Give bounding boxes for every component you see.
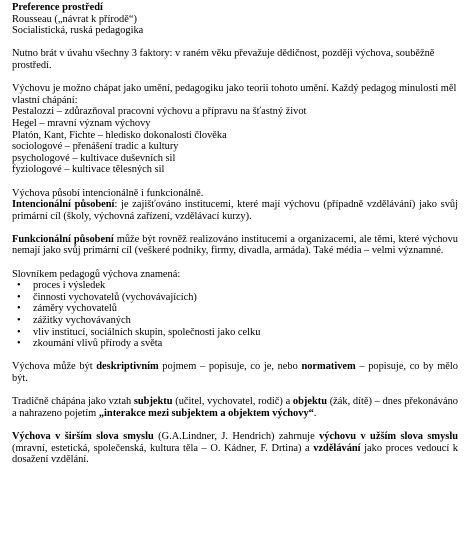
term-normative: normativem <box>301 361 356 373</box>
list-item-text: zkoumání vlivů přírody a světa <box>33 338 163 350</box>
term-descriptive: deskriptivním <box>96 361 159 373</box>
spacer <box>12 419 458 431</box>
functional-text: může být rovněž realizováno institucemi a organizacemi, ale těmi, které výchovu nemají jako svůj primární cíl (veškeré podniky, firmy, divadla, armáda). Také média – velmi významné. <box>12 233 459 257</box>
art-list-item: Hegel – mravní význam výchovy <box>12 117 151 129</box>
list-item-text: zážitky vychovávaných <box>33 315 131 327</box>
text-run: jako proces vedoucí k dosažení vzdělání. <box>12 442 458 466</box>
art-list-item: fyziologové – kultivace tělesných sil <box>12 164 165 176</box>
paragraph-factors: Nutno brát v úvahu všechny 3 faktory: v raném věku převažuje dědičnost, později výchova, souběžně prostředí. <box>12 48 435 71</box>
list-item <box>12 338 458 350</box>
intentional-text: : je zajišťováno institucemi, které mají výchovu (případně vzdělávání) jako svůj primární cíl (školy, výchovná zařízení, vzdělávací kurzy). <box>12 199 458 222</box>
list-item <box>12 303 458 315</box>
list-item <box>12 280 458 292</box>
term-object: objektu <box>292 396 327 408</box>
term-subject: subjektu <box>133 396 173 408</box>
paragraph-influence: Výchova působí intencionálně i funkcionálně. <box>12 187 204 199</box>
list-item <box>12 292 458 304</box>
text-run: Výchova může být <box>12 361 97 373</box>
paragraph-intentional <box>12 199 458 222</box>
text-run: – popisuje, co by mělo být. <box>12 361 458 384</box>
bullet-icon: • <box>17 303 21 315</box>
list-item <box>12 327 458 339</box>
list-item-text: záměry vychovatelů <box>33 303 117 315</box>
text-run: . <box>313 407 317 419</box>
text-run: (učitel, vychovatel, rodič) a <box>172 396 293 408</box>
art-list-item: Pestalozzi – zdůrazňoval pracovní výchovu a přípravu na šťastný život <box>12 106 307 118</box>
spacer <box>12 37 458 49</box>
list-item-text: činnosti vychovatelů (vychovávajících) <box>33 291 197 303</box>
bullet-icon: • <box>17 326 21 338</box>
section-heading: Preference prostředí <box>12 2 103 13</box>
paragraph-broad-sense <box>12 431 458 466</box>
intro-line-rousseau: Rousseau („návrat k přírodě“) <box>12 13 137 25</box>
vocab-bullet-list <box>12 280 458 350</box>
intro-line-socialist: Socialistická, ruská pedagogika <box>12 25 144 37</box>
spacer <box>12 222 458 234</box>
paragraph-functional <box>12 234 458 257</box>
bullet-icon: • <box>17 315 21 327</box>
art-list-item: psychologové – kultivace duševních sil <box>12 152 176 164</box>
spacer <box>12 385 458 397</box>
spacer <box>12 350 458 362</box>
paragraph-vocab: Slovníkem pedagogů výchova znamená: <box>12 268 181 280</box>
text-run: (G.A.Lindner, J. Hendrich) zahrnuje <box>153 430 320 442</box>
text-run: (mravní, estetická, společenská, kultura těla – O. Kádner, F. Drtina) a <box>12 442 314 454</box>
term-education: vzdělávání <box>313 442 361 454</box>
art-list-item: Platón, Kant, Fichte – hledisko dokonalosti člověka <box>12 129 227 141</box>
bullet-icon: • <box>17 280 21 292</box>
term-interaction: „interakce mezi subjektem a objektem výchovy“ <box>98 407 314 419</box>
spacer <box>12 72 458 84</box>
list-item-text: proces i výsledek <box>33 280 106 292</box>
bullet-icon: • <box>17 291 21 303</box>
paragraph-descriptive <box>12 361 458 384</box>
text-run: pojmem – popisuje, co je, nebo <box>158 361 302 373</box>
bullet-icon: • <box>17 338 21 350</box>
list-item <box>12 315 458 327</box>
text-run: (žák, dítě) – dnes překonáváno a nahrazeno pojetím <box>12 396 458 419</box>
spacer <box>12 176 458 188</box>
term-functional: Funkcionální působení <box>12 233 114 245</box>
list-item-text: vliv institucí, sociálních skupin, společnosti jako celku <box>33 326 261 338</box>
term-intentional: Intencionální působení <box>12 199 115 211</box>
term-narrow-sense: výchovu v užším slova smyslu <box>319 430 458 442</box>
spacer <box>12 257 458 269</box>
text-run: Tradičně chápána jako vztah <box>12 396 134 408</box>
term-broad-sense: Výchova v širším slova smyslu <box>12 430 154 442</box>
paragraph-tradition <box>12 396 458 419</box>
paragraph-art-intro: Výchovu je možno chápat jako umění, pedagogiku jako teorii tohoto umění. Každý pedagog minulosti měl vlastní chápání: <box>12 83 457 106</box>
art-list-item: sociologové – přenášení tradic a kultury <box>12 141 179 153</box>
